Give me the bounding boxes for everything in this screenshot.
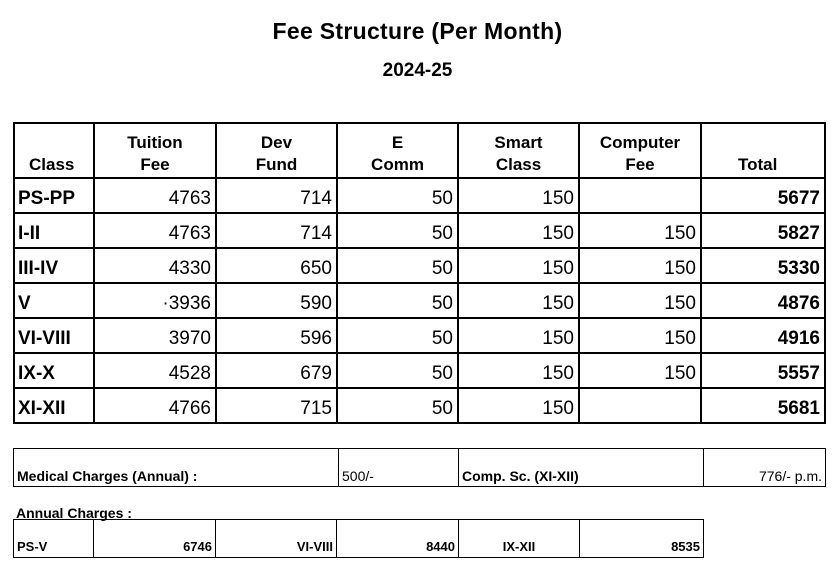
comp-sc-value: 776/- p.m.: [704, 449, 826, 487]
smart-class-cell: 150: [458, 248, 579, 283]
dev-fund-cell: 596: [216, 318, 337, 353]
computer-fee-cell: 150: [579, 283, 701, 318]
medical-charges-table: [13, 448, 826, 487]
class-cell: VI-VIII: [14, 318, 94, 353]
table-row: [14, 283, 825, 318]
header-class: Class: [14, 123, 94, 178]
header-smart-class: Smart Class: [458, 123, 579, 178]
annual-ix-xii-value: 8535: [580, 520, 704, 558]
annual-ps-v-value: 6746: [94, 520, 216, 558]
smart-class-cell: 150: [458, 178, 579, 213]
class-cell: V: [14, 283, 94, 318]
dev-fund-cell: 590: [216, 283, 337, 318]
tuition-cell: 4766: [94, 388, 216, 423]
fee-structure-table: [13, 122, 826, 424]
header-tuition-fee: Tuition Fee: [94, 123, 216, 178]
total-cell: 5677: [701, 178, 825, 213]
smart-class-cell: 150: [458, 283, 579, 318]
dev-fund-cell: 715: [216, 388, 337, 423]
header-dev-fund: Dev Fund: [216, 123, 337, 178]
smart-class-cell: 150: [458, 213, 579, 248]
annual-charges-label: Annual Charges :: [16, 505, 132, 521]
tuition-cell: 4763: [94, 178, 216, 213]
table-row: [14, 318, 825, 353]
annual-charges-table: [13, 519, 704, 558]
tuition-cell: 4330: [94, 248, 216, 283]
medical-charges-label: Medical Charges (Annual) :: [14, 449, 339, 487]
class-cell: I-II: [14, 213, 94, 248]
computer-fee-cell: 150: [579, 353, 701, 388]
class-cell: XI-XII: [14, 388, 94, 423]
annual-row: [14, 520, 704, 558]
total-cell: 5827: [701, 213, 825, 248]
header-e-comm: E Comm: [337, 123, 458, 178]
class-cell: III-IV: [14, 248, 94, 283]
medical-row: [14, 449, 826, 487]
dev-fund-cell: 650: [216, 248, 337, 283]
comp-sc-label: Comp. Sc. (XI-XII): [459, 449, 704, 487]
table-row: [14, 388, 825, 423]
header-total: Total: [701, 123, 825, 178]
table-row: [14, 353, 825, 388]
dev-fund-cell: 714: [216, 213, 337, 248]
total-cell: 5681: [701, 388, 825, 423]
header-computer-fee: Computer Fee: [579, 123, 701, 178]
table-header-row: [14, 123, 825, 178]
table-row: [14, 213, 825, 248]
computer-fee-cell: [579, 178, 701, 213]
annual-vi-viii-label: VI-VIII: [216, 520, 337, 558]
computer-fee-cell: [579, 388, 701, 423]
page-title: Fee Structure (Per Month): [272, 18, 563, 44]
e-comm-cell: 50: [337, 283, 458, 318]
dev-fund-cell: 679: [216, 353, 337, 388]
table-row: [14, 178, 825, 213]
annual-ps-v-label: PS-V: [14, 520, 94, 558]
e-comm-cell: 50: [337, 248, 458, 283]
dev-fund-cell: 714: [216, 178, 337, 213]
tuition-cell: 4528: [94, 353, 216, 388]
annual-ix-xii-label: IX-XII: [459, 520, 580, 558]
class-cell: PS-PP: [14, 178, 94, 213]
e-comm-cell: 50: [337, 178, 458, 213]
total-cell: 5330: [701, 248, 825, 283]
tuition-cell: ·3936: [94, 283, 216, 318]
annual-vi-viii-value: 8440: [337, 520, 459, 558]
total-cell: 5557: [701, 353, 825, 388]
class-cell: IX-X: [14, 353, 94, 388]
smart-class-cell: 150: [458, 318, 579, 353]
total-cell: 4916: [701, 318, 825, 353]
e-comm-cell: 50: [337, 318, 458, 353]
total-cell: 4876: [701, 283, 825, 318]
tuition-cell: 3970: [94, 318, 216, 353]
e-comm-cell: 50: [337, 388, 458, 423]
smart-class-cell: 150: [458, 388, 579, 423]
computer-fee-cell: 150: [579, 318, 701, 353]
smart-class-cell: 150: [458, 353, 579, 388]
academic-year: 2024-25: [382, 60, 453, 81]
e-comm-cell: 50: [337, 353, 458, 388]
medical-charges-value: 500/-: [339, 449, 459, 487]
tuition-cell: 4763: [94, 213, 216, 248]
e-comm-cell: 50: [337, 213, 458, 248]
computer-fee-cell: 150: [579, 248, 701, 283]
table-row: [14, 248, 825, 283]
computer-fee-cell: 150: [579, 213, 701, 248]
